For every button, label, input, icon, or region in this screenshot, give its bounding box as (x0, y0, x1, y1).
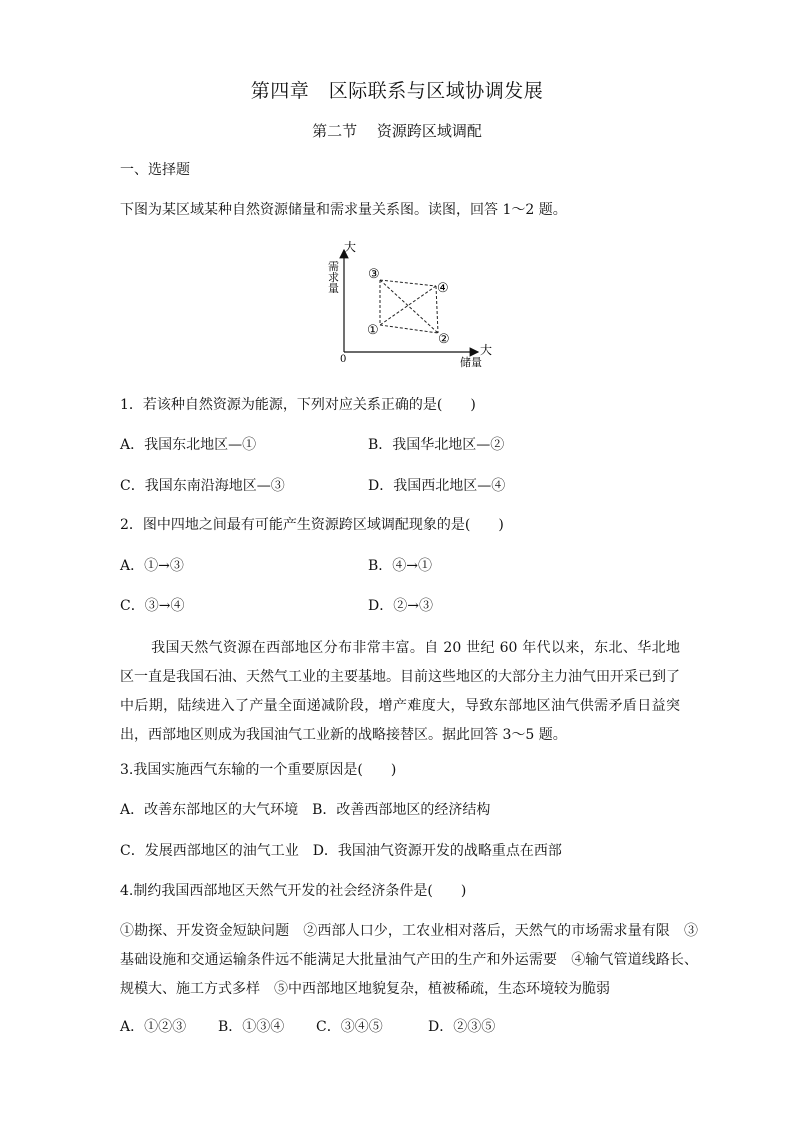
y-axis-end-label: 大 (344, 240, 357, 254)
question-2-stem: 2．图中四地之间最有可能产生资源跨区域调配现象的是( ) (120, 517, 504, 533)
question-3-options-cd: C．发展西部地区的油气工业 D．我国油气资源开发的战略重点在西部 (120, 843, 562, 859)
question-2-option-b: B．④→① (368, 558, 433, 574)
section-title: 第二节 资源跨区域调配 (312, 122, 482, 140)
passage-text: 我国天然气资源在西部地区分布非常丰富。自 20 世纪 60 年代以来，东北、华北地区一直是我国石油、天然气工业的主要基地。目前这些地区的大部分主力油气田开采已到了中后期，陆续进入了产量全面递减阶段，增产难度大，导致东部地区油气供需矛盾日益突出，西部地区则成为我国油气工业新的战略接替区。据此回答 3～5 题。 (120, 640, 680, 743)
y-axis-label-char-2: 求 (328, 271, 339, 284)
question-3-options-ab: A．改善东部地区的大气环境 B．改善西部地区的经济结构 (120, 802, 491, 818)
reading-passage (120, 634, 680, 750)
question-1-option-b: B．我国华北地区—② (368, 437, 505, 453)
question-1-option-d: D．我国西北地区—④ (368, 478, 506, 494)
section-heading: 一、选择题 (120, 162, 190, 178)
question-4-stem: 4.制约我国西部地区天然气开发的社会经济条件是( ) (120, 883, 467, 899)
x-axis-end-label: 大 (480, 343, 493, 357)
question-2-option-a: A．①→③ (120, 558, 184, 574)
point-4-label: ④ (437, 281, 449, 296)
question-1-option-a: A．我国东北地区—① (120, 437, 257, 453)
question-4-option-b: B．①③④ (218, 1019, 285, 1035)
y-axis-label (328, 260, 343, 295)
question-1-stem: 1．若该种自然资源为能源，下列对应关系正确的是( ) (120, 397, 476, 413)
question-3-stem: 3.我国实施西气东输的一个重要原因是( ) (120, 762, 397, 778)
y-axis-label-char-3: 量 (328, 282, 339, 295)
question-2-option-c: C．③→④ (120, 598, 185, 614)
point-3-label: ③ (368, 267, 380, 282)
intro-text: 下图为某区域某种自然资源储量和需求量关系图。读图，回答 1～2 题。 (120, 202, 567, 218)
point-1-label: ① (367, 323, 379, 338)
question-4-option-a: A．①②③ (120, 1019, 187, 1035)
question-4-statements: ①勘探、开发资金短缺问题 ②西部人口少，工农业相对落后，天然气的市场需求量有限 ③基础设施和交通运输条件远不能满足大批量油气产田的生产和外运需要 ④输气管道线路长、规模大、施工方式多样 ⑤中西部地区地貌复杂，植被稀疏，生态环境较为脆弱 (120, 923, 698, 997)
question-1-option-c: C．我国东南沿海地区—③ (120, 478, 285, 494)
y-axis-label-char-1: 需 (328, 260, 339, 273)
resource-diagram (318, 240, 508, 368)
point-2-label: ② (438, 332, 450, 347)
chapter-title: 第四章 区际联系与区域协调发展 (250, 80, 544, 102)
x-axis-label: 储量 (460, 356, 482, 368)
question-4-option-c: C．③④⑤ (316, 1019, 383, 1035)
origin-label: 0 (340, 354, 347, 365)
question-4-option-d: D．②③⑤ (428, 1019, 496, 1035)
question-2-option-d: D．②→③ (368, 598, 433, 614)
dashed-connections (380, 280, 438, 333)
